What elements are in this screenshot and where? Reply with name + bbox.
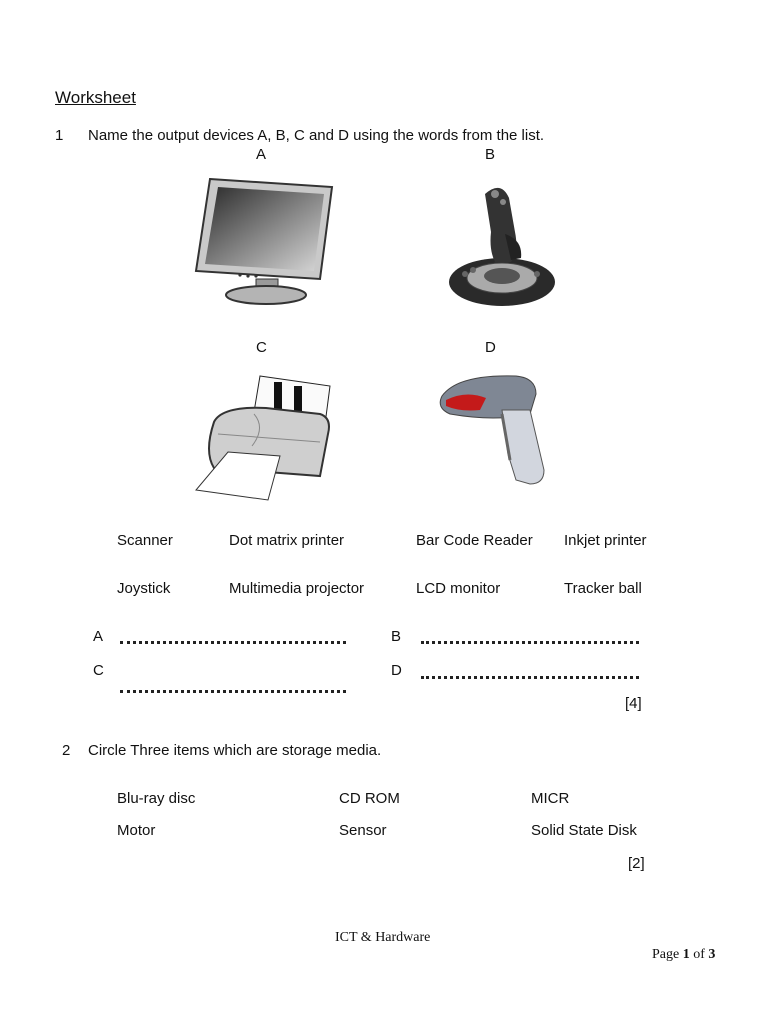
lcd-monitor-image [192,175,337,310]
image-label-a: A [256,146,267,163]
answer-label-a: A [93,628,104,645]
q2-prompt: Circle Three items which are storage media. [88,742,382,759]
inkjet-printer-image [192,372,337,507]
worksheet-title: Worksheet [55,88,136,107]
image-label-b: B [485,146,496,163]
answer-line-a[interactable] [120,641,346,644]
word-bar-code-reader: Bar Code Reader [416,532,533,549]
option-cd-rom[interactable]: CD ROM [339,790,400,807]
q1-prompt: Name the output devices A, B, C and D using the words from the list. [88,127,545,144]
word-joystick: Joystick [117,580,171,597]
word-dot-matrix-printer: Dot matrix printer [229,532,345,549]
page-current: 1 [682,947,690,962]
answer-line-c[interactable] [120,690,346,693]
page-number [652,947,715,963]
joystick-image [445,180,560,320]
word-tracker-ball: Tracker ball [564,580,642,597]
option-solid-state-disk[interactable]: Solid State Disk [531,822,637,839]
q2-number: 2 [62,742,71,759]
bar-code-reader-image [436,370,554,490]
word-inkjet-printer: Inkjet printer [564,532,647,549]
image-label-d: D [485,339,496,356]
image-label-c: C [256,339,267,356]
option-motor[interactable]: Motor [117,822,156,839]
q1-number: 1 [55,127,64,144]
footer-title: ICT & Hardware [335,930,431,945]
option-micr[interactable]: MICR [531,790,570,807]
option-sensor[interactable]: Sensor [339,822,387,839]
page-total: 3 [708,947,716,962]
q1-marks: [4] [625,695,642,712]
answer-label-b: B [391,628,402,645]
page-word: Page [652,947,680,962]
option-blu-ray-disc[interactable]: Blu-ray disc [117,790,196,807]
answer-label-d: D [391,662,402,679]
answer-label-c: C [93,662,104,679]
answer-line-d[interactable] [421,676,639,679]
word-scanner: Scanner [117,532,173,549]
answer-line-b[interactable] [421,641,639,644]
of-word: of [693,947,705,962]
q2-marks: [2] [628,855,645,872]
word-lcd-monitor: LCD monitor [416,580,501,597]
word-multimedia-projector: Multimedia projector [229,580,365,597]
